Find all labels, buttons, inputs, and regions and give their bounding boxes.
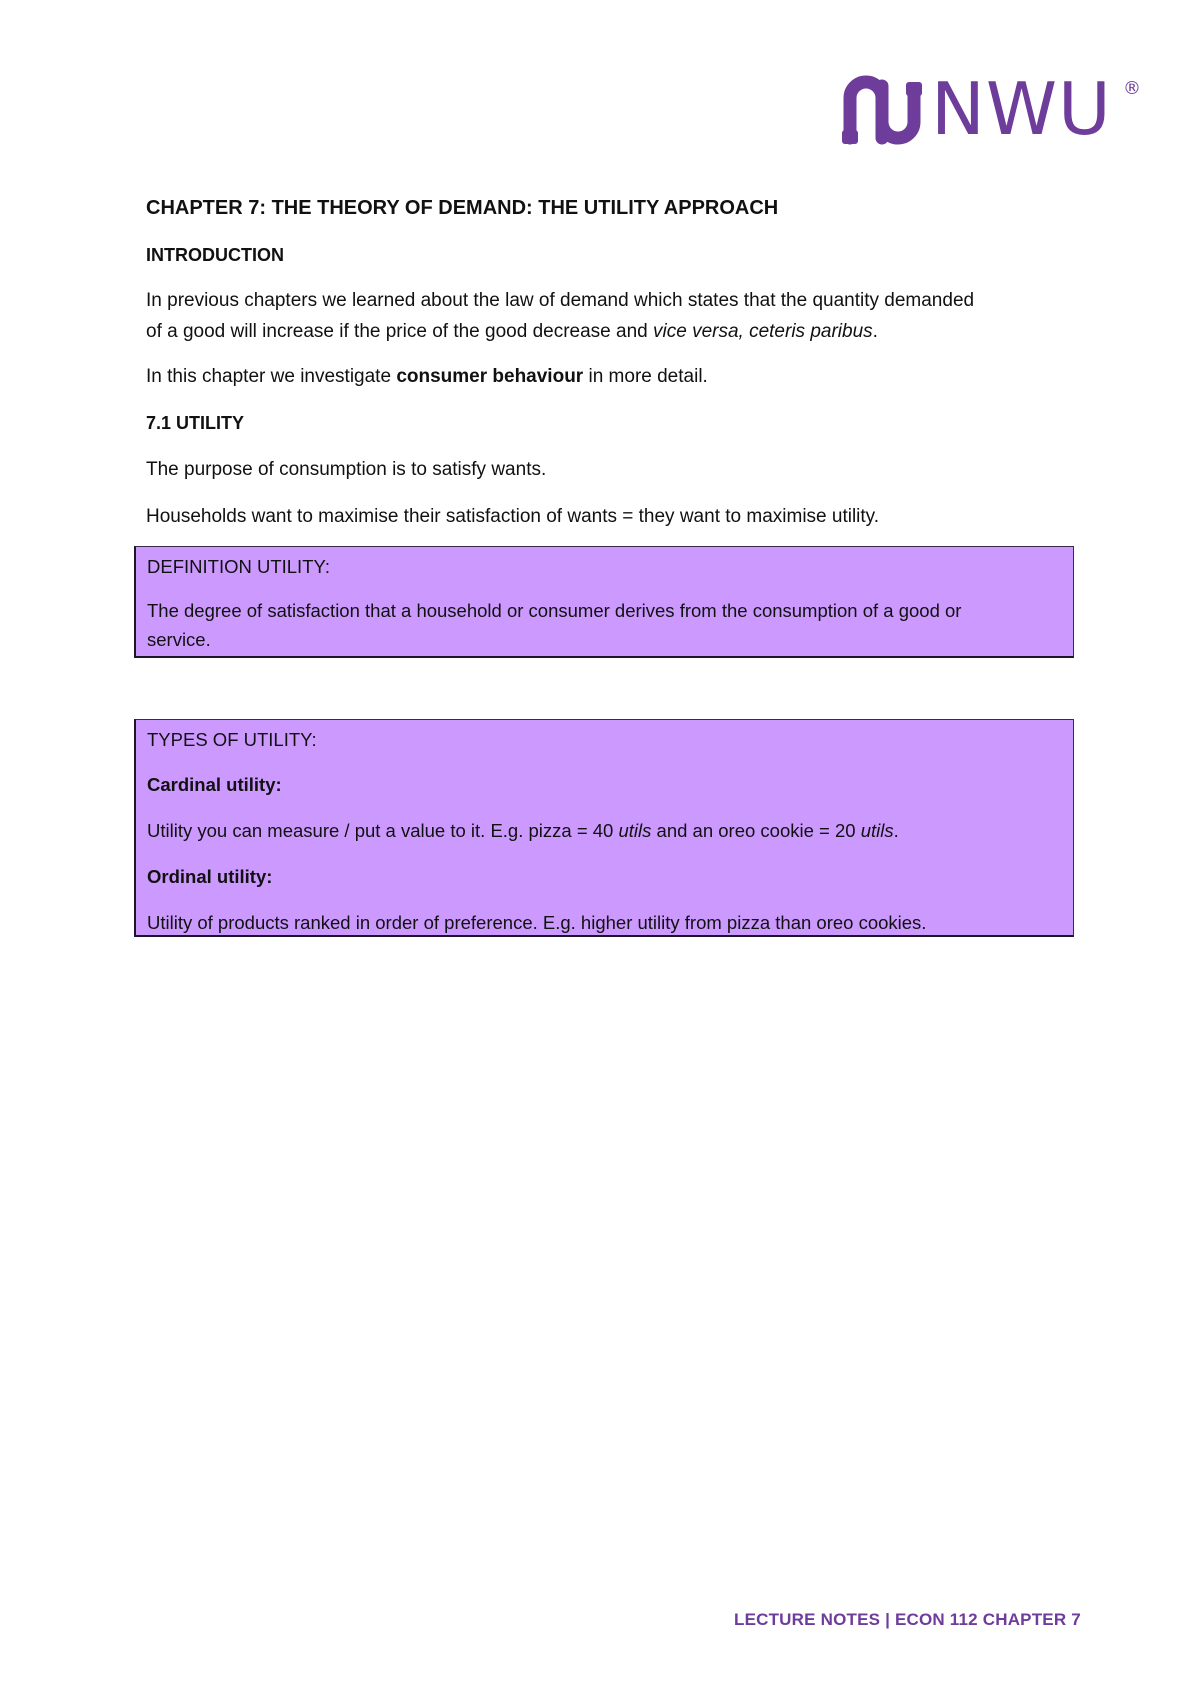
nwu-emblem-icon [836, 68, 926, 150]
households-paragraph: Households want to maximise their satisfaction of wants = they want to maximise utility. [146, 506, 880, 527]
ordinal-utility-text: Utility of products ranked in order of preference. E.g. higher utility from pizza than oreo cookies. [147, 912, 927, 933]
definition-box-line-1: The degree of satisfaction that a household or consumer derives from the consumption of a good or [147, 600, 962, 621]
ordinal-utility-heading: Ordinal utility: [147, 866, 273, 887]
chapter-title: CHAPTER 7: THE THEORY OF DEMAND: THE UTILITY APPROACH [146, 197, 779, 219]
types-box-title: TYPES OF UTILITY: [147, 729, 317, 750]
introduction-paragraph-line-2: of a good will increase if the price of the good decrease and vice versa, ceteris paribus. [146, 321, 878, 342]
definition-utility-box [134, 546, 1074, 658]
cardinal-utility-text: Utility you can measure / put a value to it. E.g. pizza = 40 utils and an oreo cookie = 20 utils. [147, 820, 899, 841]
nwu-logo [836, 68, 1146, 150]
cardinal-utility-heading: Cardinal utility: [147, 774, 282, 795]
consumer-behaviour-paragraph: In this chapter we investigate consumer behaviour in more detail. [146, 366, 708, 387]
logo-wordmark: NWU [931, 67, 1112, 151]
utils-italic-1: utils [618, 820, 652, 841]
ceteris-paribus-italic: vice versa, ceteris paribus [653, 321, 873, 342]
introduction-paragraph-line-1: In previous chapters we learned about the law of demand which states that the quantity demanded [146, 290, 975, 311]
section-7-1-heading: 7.1 UTILITY [146, 413, 245, 433]
introduction-heading: INTRODUCTION [146, 245, 284, 265]
types-of-utility-box [134, 719, 1074, 937]
utils-italic-2: utils [860, 820, 894, 841]
page-footer: LECTURE NOTES | ECON 112 CHAPTER 7 [734, 1610, 1081, 1629]
definition-box-line-2: service. [147, 629, 211, 650]
registered-mark: ® [1123, 78, 1141, 99]
consumer-behaviour-bold: consumer behaviour [396, 366, 584, 387]
consumption-purpose-paragraph: The purpose of consumption is to satisfy wants. [146, 459, 547, 480]
definition-box-title: DEFINITION UTILITY: [147, 556, 330, 577]
